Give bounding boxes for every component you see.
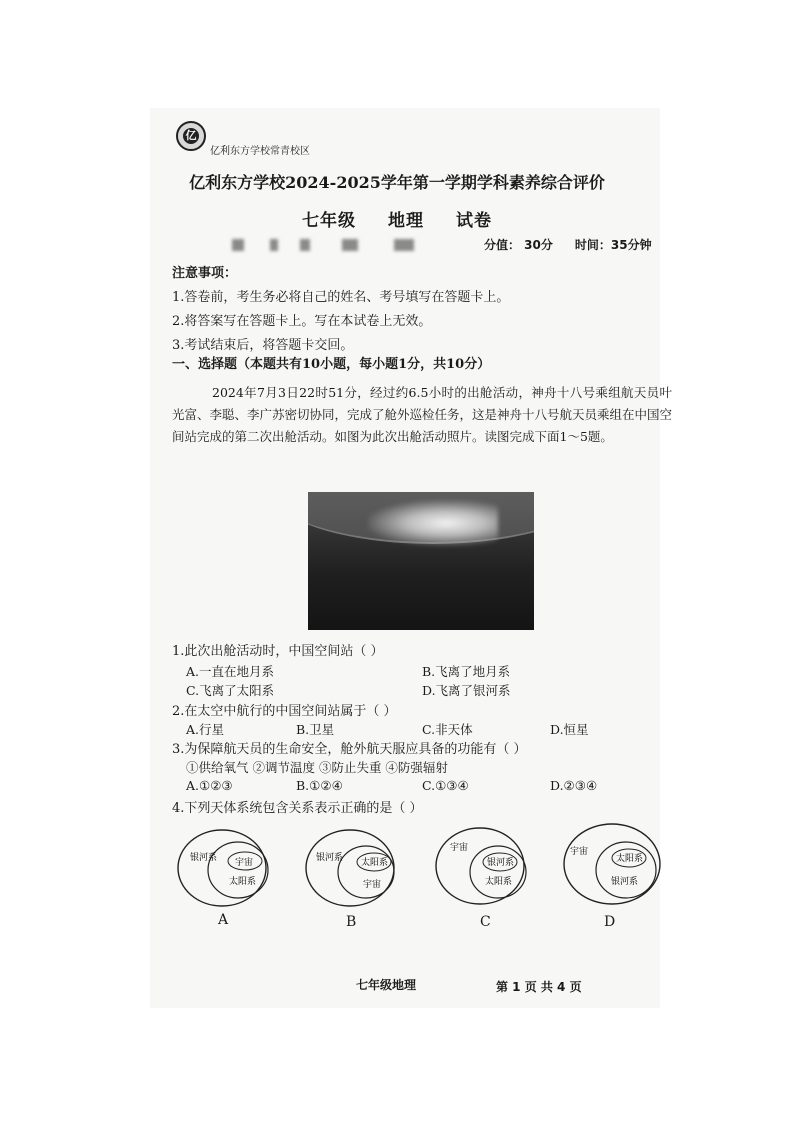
reading-passage: 2024年7月3日22时51分，经过约6.5小时的出舱活动，神舟十八号乘组航天员叶光富、李聪、李广苏密切协同，完成了舱外巡检任务，这是神舟十八号航天员乘组在中国空间站完成的第二次出舱活动。如图为此次出舱活动照片。读图完成下面1～5题。 [172,385,673,444]
redacted-field [232,239,244,251]
q2-option-a: A.行星 [186,722,225,737]
diagram-c-outer-label: 宇宙 [450,843,469,853]
question-2-stem: 2.在太空中航行的中国空间站属于（ ） [172,704,397,719]
question-4-stem: 4.下列天体系统包含关系表示正确的是（ ） [172,801,423,816]
note-item: 3.考试结束后，将答题卡交回。 [172,338,354,353]
diagram-b-inner-label: 太阳系 [361,858,389,868]
redacted-field [394,239,414,251]
subject-label: 地理 [388,211,424,231]
diagram-d-inner-label: 太阳系 [616,854,644,864]
diagram-a-outer-label: 银河系 [190,853,218,863]
diagram-d-middle-label: 银河系 [611,877,639,887]
footer-subject: 七年级地理 [356,978,417,992]
grade-label: 七年级 [302,211,356,231]
q3-option-b: B.①②④ [296,778,343,793]
diagram-b [306,830,394,906]
diagram-b-letter: B [346,914,357,930]
diagram-d [564,824,660,904]
notes-heading: 注意事项： [172,266,238,281]
time-label: 时间：35分钟 [574,238,652,252]
diagram-b-outer-label: 银河系 [316,853,344,863]
q1-option-b: B.飞离了地月系 [422,664,511,679]
school-logo-icon: 亿 [176,121,206,151]
diagram-d-outer-label: 宇宙 [570,847,589,857]
diagram-c [436,828,526,904]
q1-option-c: C.飞离了太阳系 [186,683,275,698]
diagram-c-inner-label: 银河系 [487,858,515,868]
diagram-a-inner-label: 太阳系 [229,877,257,887]
diagram-b-middle-label: 宇宙 [363,880,382,890]
exam-subtitle [0,206,794,231]
school-campus-name: 亿利东方学校常青校区 [210,146,310,157]
q3-option-d: D.②③④ [550,778,598,793]
diagram-a-letter: A [218,912,229,928]
q2-option-d: D.恒星 [550,722,589,737]
q3-option-c: C.①③④ [422,778,469,793]
spacewalk-photo [308,492,534,630]
question-1-stem: 1.此次出舱活动时，中国空间站（ ） [172,644,384,659]
q1-option-a: A.一直在地月系 [186,664,275,679]
note-item: 1.答卷前，考生务必将自己的姓名、考号填写在答题卡上。 [172,290,510,305]
diagram-d-letter: D [604,914,616,930]
diagram-a-middle-label: 宇宙 [235,858,254,868]
q2-option-c: C.非天体 [422,722,473,737]
q2-option-b: B.卫星 [296,722,335,737]
footer-page-number: 第 1 页 共 4 页 [496,980,582,994]
diagram-c-letter: C [480,914,491,930]
diagram-a [178,830,268,906]
question-3-stem: 3.为保障航天员的生命安全，舱外航天服应具备的功能有（ ） [172,742,527,757]
q1-option-d: D.飞离了银河系 [422,683,511,698]
section-heading: 一、选择题（本题共有10小题，每小题1分，共10分） [172,357,491,372]
q3-items: ①供给氧气 ②调节温度 ③防止失重 ④防强辐射 [186,760,448,775]
exam-meta [484,236,674,253]
celestial-system-diagrams [170,818,670,928]
paper-label: 试卷 [456,211,492,231]
redacted-field [270,239,278,251]
note-item: 2.将答案写在答题卡上。写在本试卷上无效。 [172,314,432,329]
redacted-field [300,239,310,251]
q3-option-a: A.①②③ [186,778,233,793]
score-label: 分值： 30分 [484,238,553,252]
diagram-c-middle-label: 太阳系 [485,877,513,887]
exam-title: 亿利东方学校2024-2025学年第一学期学科素养综合评价 [189,173,605,192]
redacted-field [342,239,358,251]
